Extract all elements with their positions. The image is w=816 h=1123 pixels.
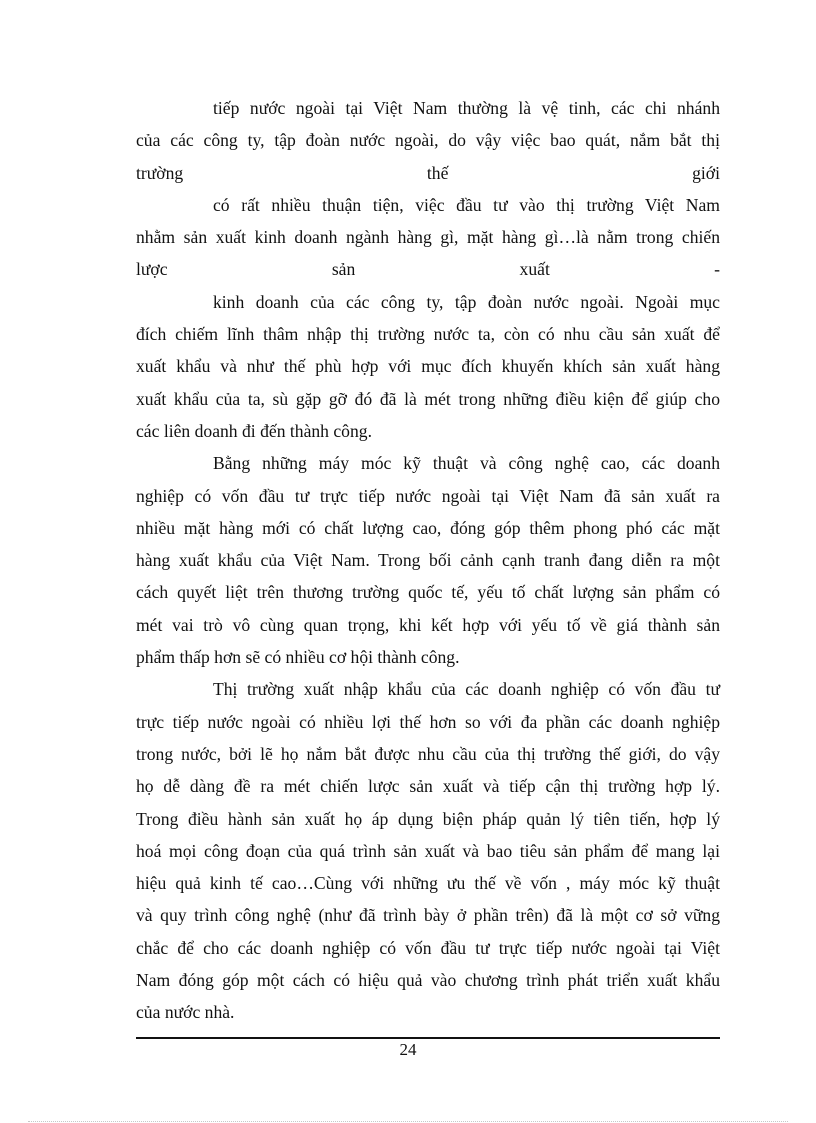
- text-line: hàng xuất khẩu của Việt Nam. Trong bối cảnh cạnh tranh đang diễn ra một: [136, 550, 720, 571]
- text-line: Nam đóng góp một cách có hiệu quả vào chương trình phát triển xuất khẩu: [136, 970, 720, 991]
- text-line: mét vai trò vô cùng quan trọng, khi kết hợp với yếu tố về giá thành sản: [136, 614, 720, 635]
- text-line: xuất khẩu và như thế phù hợp với mục đích khuyến khích sản xuất hàng: [136, 356, 720, 377]
- text-line: đích chiếm lĩnh thâm nhập thị trường nước ta, còn có nhu cầu sản xuất để: [136, 324, 720, 345]
- text-line: cách quyết liệt trên thương trường quốc tế, yếu tố chất lượng sản phẩm có: [136, 582, 720, 603]
- text-line: tiếp nước ngoài tại Việt Nam thường là vệ tinh, các chi nhánh: [213, 98, 720, 118]
- text-line: chắc để cho các doanh nghiệp có vốn đầu tư trực tiếp nước ngoài tại Việt: [136, 937, 720, 958]
- text-line: Bằng những máy móc kỹ thuật và công nghệ cao, các doanh: [213, 453, 720, 474]
- text-line: xuất khẩu của ta, sù gặp gỡ đó đã là mét trong những điều kiện để giúp cho: [136, 388, 720, 409]
- text-line: nhiều mặt hàng mới có chất lượng cao, đóng góp thêm phong phó các mặt: [136, 517, 720, 538]
- text-line: và quy trình công nghệ (như đã trình bày ở phần trên) đã là một cơ sở vững: [136, 905, 720, 926]
- text-line: hoá mọi công đoạn của quá trình sản xuất và bao tiêu sản phẩm để mang lại: [136, 840, 720, 861]
- text-line: họ dễ dàng đề ra mét chiến lược sản xuất và tiếp cận thị trường hợp lý.: [136, 776, 720, 797]
- text-line: nhằm sản xuất kinh doanh ngành hàng gì, mặt hàng gì…là nằm trong chiến: [136, 227, 720, 248]
- text-line: trường thế giới: [136, 162, 720, 183]
- page-number: 24: [399, 1040, 417, 1059]
- footer-divider: [136, 1037, 720, 1039]
- text-line: nghiệp có vốn đầu tư trực tiếp nước ngoài tại Việt Nam đã sản xuất ra: [136, 485, 720, 506]
- text-line: lược sản xuất -: [136, 259, 720, 280]
- text-line: Thị trường xuất nhập khẩu của các doanh nghiệp có vốn đầu tư: [213, 679, 720, 700]
- text-line: trực tiếp nước ngoài có nhiều lợi thế hơn so với đa phần các doanh nghiệp: [136, 711, 720, 732]
- text-line: của nước nhà.: [136, 1002, 235, 1023]
- page-bottom-border: [28, 1121, 788, 1122]
- text-line: có rất nhiều thuận tiện, việc đầu tư vào thị trường Việt Nam: [213, 194, 720, 215]
- text-line: các liên doanh đi đến thành công.: [136, 420, 372, 441]
- body-text: [136, 92, 720, 1029]
- text-line: của các công ty, tập đoàn nước ngoài, do vậy việc bao quát, nắm bắt thị: [136, 130, 720, 151]
- text-line: trong nước, bởi lẽ họ nắm bắt được nhu cầu của thị trường thế giới, do vậy: [136, 743, 720, 764]
- text-line: kinh doanh của các công ty, tập đoàn nước ngoài. Ngoài mục: [213, 291, 720, 312]
- text-line: phẩm thấp hơn sẽ có nhiều cơ hội thành công.: [136, 647, 460, 668]
- text-line: hiệu quả kinh tế cao…Cùng với những ưu thế về vốn , máy móc kỹ thuật: [136, 873, 720, 894]
- text-line: Trong điều hành sản xuất họ áp dụng biện pháp quản lý tiên tiến, hợp lý: [136, 808, 720, 829]
